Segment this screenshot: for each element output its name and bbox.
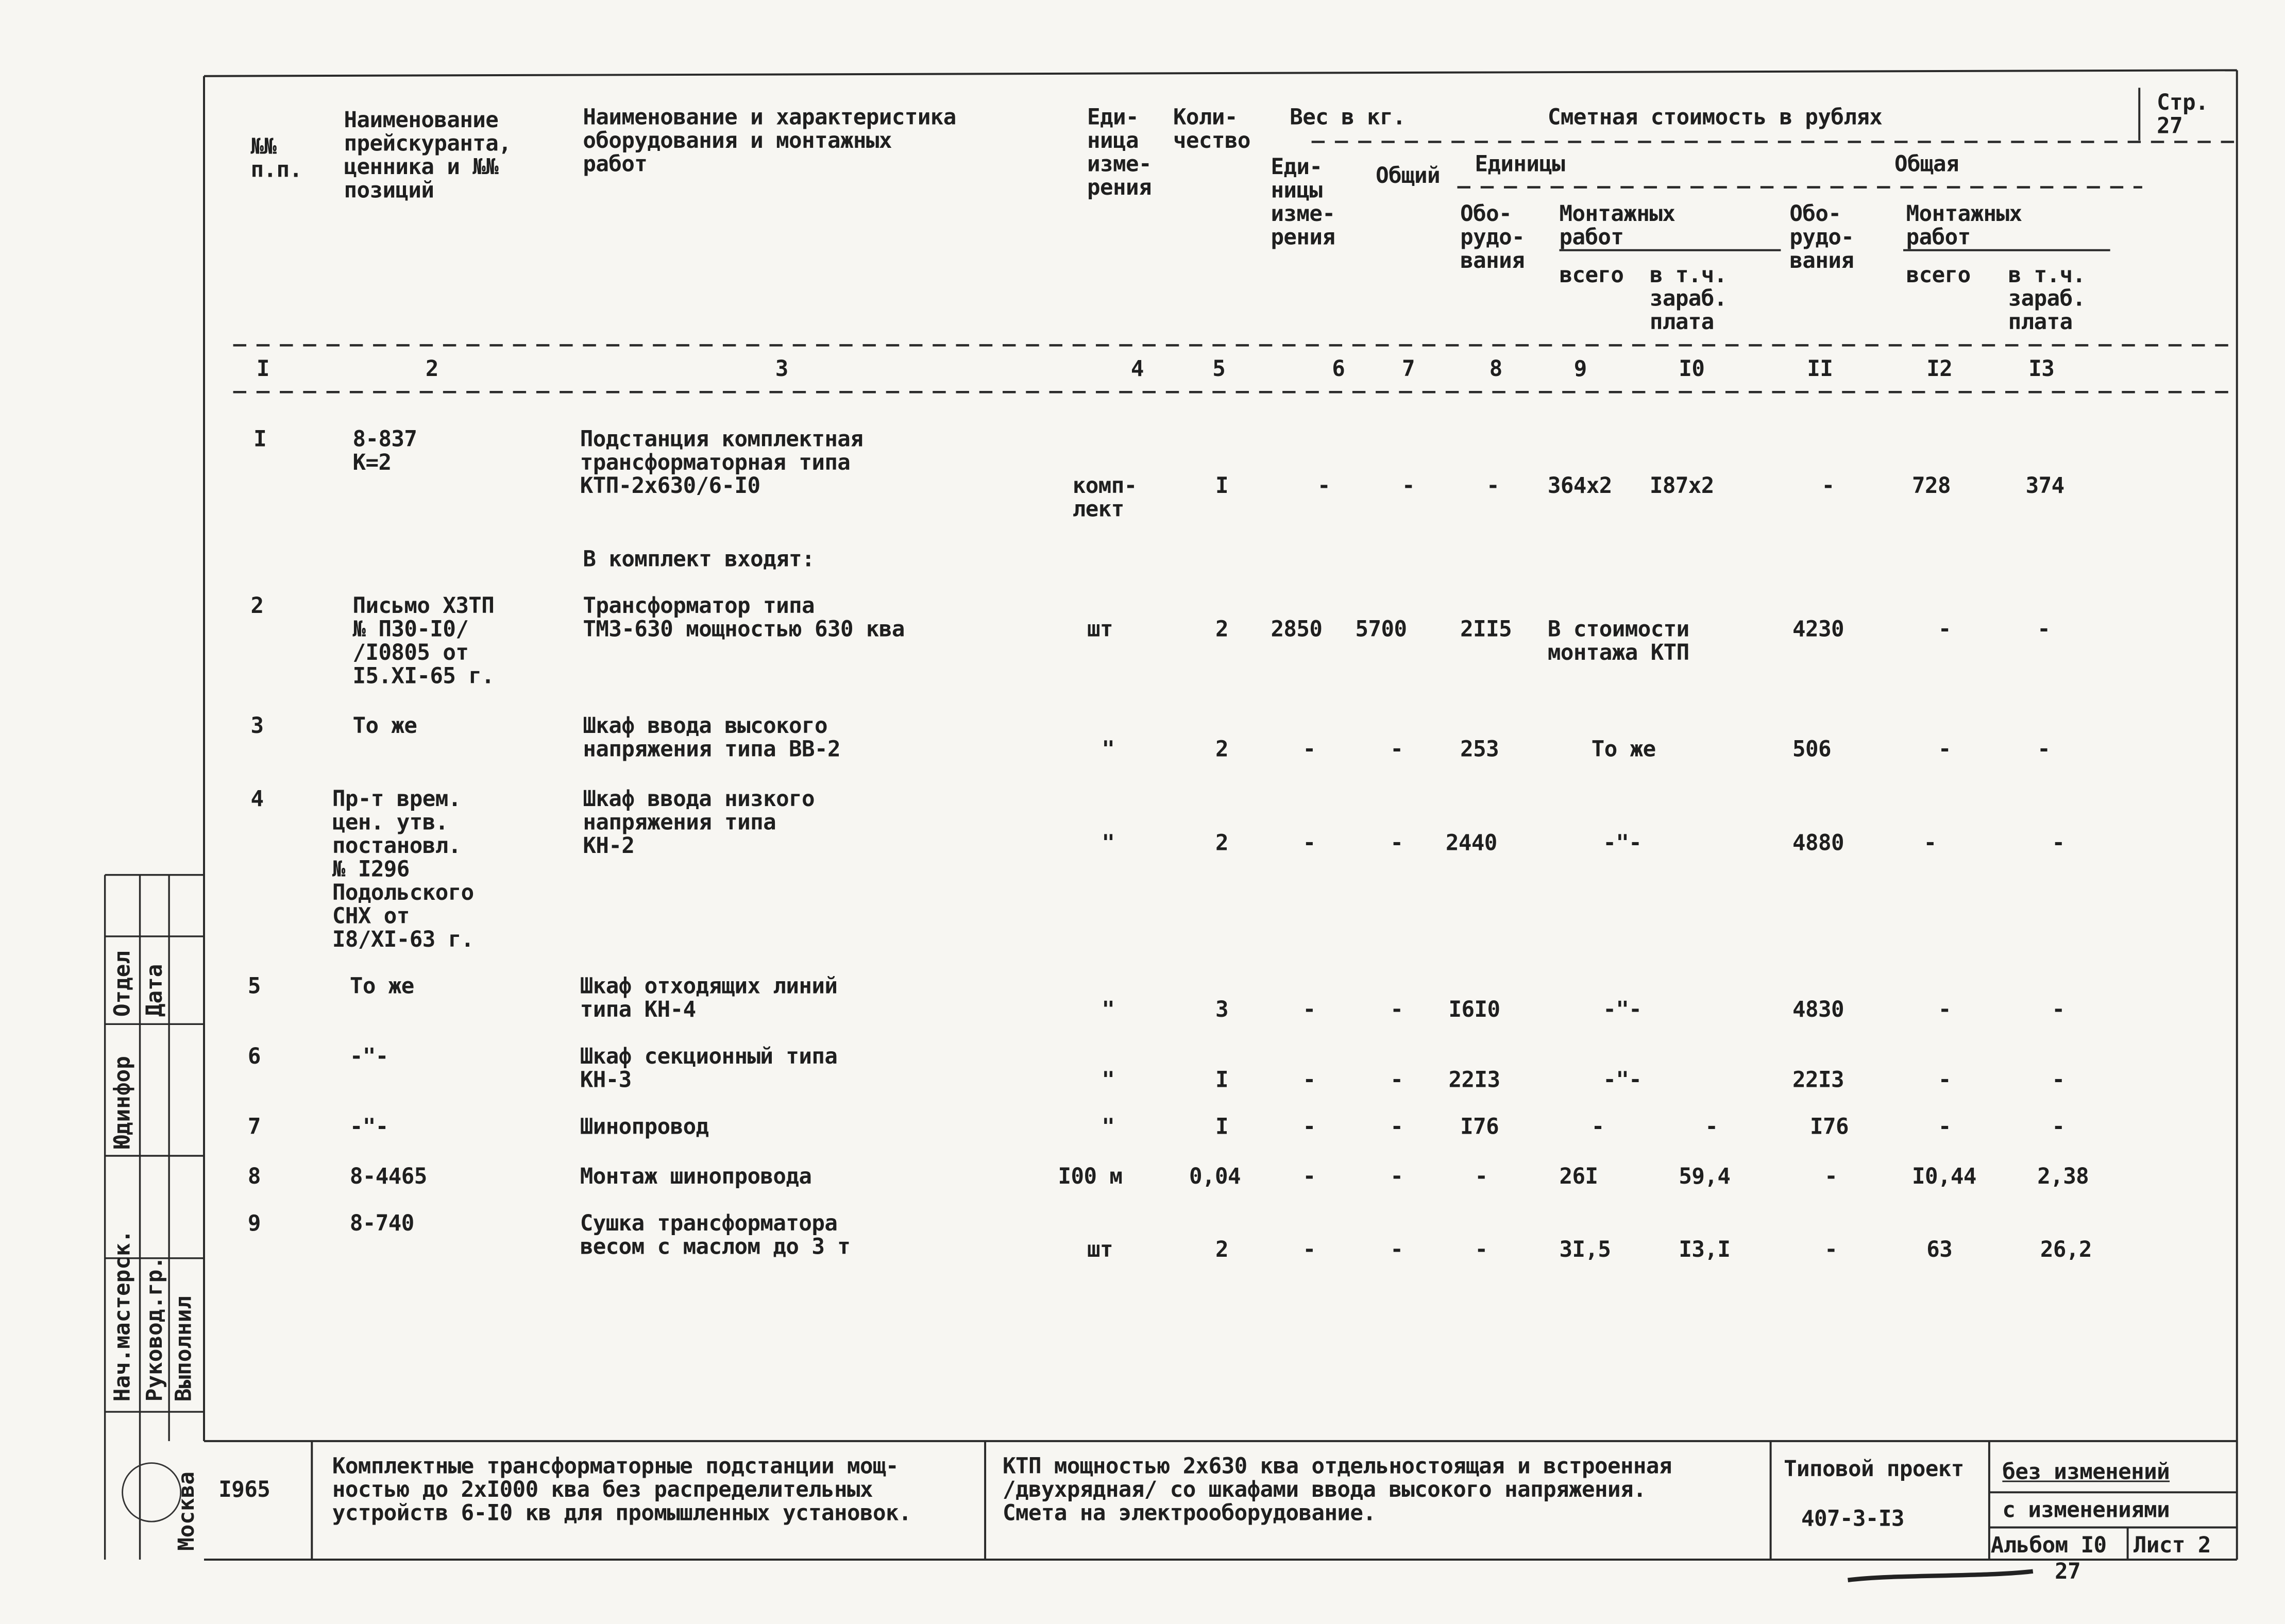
- cell-price: -"-: [349, 1113, 388, 1140]
- cell-unit: ": [1102, 829, 1115, 856]
- cell-c-mount: То же: [1591, 736, 1656, 762]
- cell-unit: комп- лект: [1072, 472, 1137, 523]
- cell-n: I: [253, 425, 267, 452]
- cell-qty: 2: [1215, 736, 1228, 762]
- cell-t-equip: -: [1821, 472, 1835, 499]
- cell-w-unit: -: [1302, 736, 1316, 762]
- cell-price: То же: [349, 972, 414, 1000]
- cell-unit: шт: [1087, 1236, 1113, 1263]
- cell-name: Шкаф ввода высокого напряжения типа ВВ-2: [583, 712, 840, 762]
- footer-with-changes: с изменениями: [2002, 1496, 2170, 1523]
- header-weight-unit: Еди- ницы изме- рения: [1271, 153, 1335, 250]
- header-total-total: всего: [1906, 262, 1971, 288]
- cell-c-mount: В стоимости монтажа КТП: [1547, 616, 1689, 666]
- cell-t-wage: 26,2: [2040, 1236, 2092, 1263]
- cell-price: Пр-т врем. цен. утв. постановл. № I296 Подольского СНХ от I8/XI-63 г.: [332, 785, 474, 953]
- cell-unit: шт: [1087, 616, 1113, 642]
- cell-t-mount: 728: [1911, 472, 1951, 499]
- cell-unit: I00 м: [1058, 1163, 1123, 1190]
- cell-c-wage: 59,4: [1679, 1163, 1731, 1190]
- stamp-dept: Отдел: [109, 950, 136, 1017]
- cell-c-equip: -: [1486, 472, 1500, 499]
- cell-name: Монтаж шинопровода: [580, 1163, 812, 1190]
- header-cost: Сметная стоимость в рублях: [1547, 104, 1883, 130]
- header-col-pricelist: Наименование прейскуранта, ценника и №№ позиций: [344, 107, 512, 203]
- cell-w-total: -: [1390, 1113, 1403, 1140]
- cell-price: То же: [352, 712, 417, 739]
- cell-w-unit: -: [1317, 472, 1330, 499]
- header-weight-total: Общий: [1376, 162, 1440, 189]
- cell-qty: I: [1215, 472, 1228, 499]
- cell-t-mount: -: [1938, 736, 1951, 762]
- cell-t-wage: -: [2052, 996, 2065, 1023]
- header-col-name: Наименование и характеристика оборудования и монтажных работ: [583, 104, 956, 177]
- cell-name: Трансформатор типа ТМЗ-630 мощностью 630 ква: [583, 592, 905, 642]
- header-total-incl: в т.ч. зараб. плата: [2008, 262, 2086, 335]
- cell-qty: 2: [1215, 1236, 1228, 1263]
- cell-c-mount: -: [1591, 1113, 1604, 1140]
- cell-t-wage: -: [2037, 616, 2051, 642]
- footer-album: Альбом I0: [1990, 1532, 2107, 1559]
- cell-c-mount: 26I: [1559, 1163, 1598, 1190]
- colnum-1: I: [256, 355, 269, 382]
- header-col-unit: Еди- ница изме- рения: [1087, 104, 1152, 201]
- cell-qty: 3: [1215, 996, 1228, 1023]
- page-number: Стр. 27: [2157, 89, 2209, 139]
- stamp-name-1: Юдинфор: [109, 1056, 136, 1149]
- cell-name: Сушка трансформатора весом с маслом до 3 т: [580, 1210, 851, 1260]
- cell-c-equip: -: [1475, 1163, 1488, 1190]
- colnum-7: 7: [1402, 355, 1415, 382]
- stamp-label-group: Руковод.гр.: [141, 1256, 168, 1402]
- cell-n: 2: [250, 592, 264, 619]
- colnum-4: 4: [1130, 355, 1144, 382]
- cell-w-unit: -: [1302, 1236, 1316, 1263]
- cell-n: 7: [247, 1113, 261, 1140]
- footer-year: I965: [218, 1476, 270, 1503]
- cell-t-equip: I76: [1809, 1113, 1849, 1140]
- header-unit-total: всего: [1559, 262, 1624, 288]
- cell-t-mount: -: [1938, 616, 1951, 642]
- header-total-mount: Монтажных работ: [1906, 200, 2022, 250]
- cell-c-wage: I3,I: [1679, 1236, 1731, 1263]
- cell-t-equip: 22I3: [1792, 1066, 1844, 1093]
- cell-w-total: -: [1390, 996, 1403, 1023]
- cell-t-wage: 374: [2025, 472, 2064, 499]
- cell-t-mount: -: [1938, 1113, 1951, 1140]
- cell-qty: 0,04: [1189, 1163, 1241, 1190]
- cell-t-mount: -: [1923, 829, 1937, 856]
- header-unit-equip: Обо- рудо- вания: [1460, 200, 1525, 274]
- header-unit-mount: Монтажных работ: [1559, 200, 1675, 250]
- cell-w-total: -: [1390, 1066, 1403, 1093]
- colnum-9: 9: [1573, 355, 1587, 382]
- org-seal-icon: [123, 1463, 181, 1522]
- cell-n: 5: [247, 972, 261, 1000]
- cell-w-total: -: [1390, 1236, 1403, 1263]
- colnum-2: 2: [425, 355, 438, 382]
- cell-t-mount: 63: [1926, 1236, 1953, 1263]
- footer-sheet: Лист 2: [2133, 1532, 2211, 1559]
- colnum-12: I2: [1926, 355, 1953, 382]
- header-col-qty: Коли- чество: [1173, 104, 1250, 154]
- footer-title: Комплектные трансформаторные подстанции мощ- ностью до 2хI000 ква без распределительных устройств 6-I0 кв для промышленных установок.: [332, 1452, 911, 1526]
- cell-t-equip: 4230: [1792, 616, 1844, 642]
- cell-w-total: -: [1402, 472, 1415, 499]
- cell-w-unit: -: [1302, 996, 1316, 1023]
- header-unit-incl: в т.ч. зараб. плата: [1649, 262, 1727, 335]
- cell-w-total: 5700: [1355, 616, 1407, 642]
- cell-name: Подстанция комплектная трансформаторная типа КТП-2х630/6-I0: [580, 425, 864, 499]
- cell-c-mount: -"-: [1603, 829, 1642, 856]
- cell-name: Шкаф секционный типа КН-3: [580, 1043, 838, 1093]
- colnum-3: 3: [775, 355, 788, 382]
- row-subtitle: В комплект входят:: [583, 545, 815, 572]
- header-cost-unit: Единицы: [1475, 150, 1565, 177]
- cell-t-wage: -: [2052, 1066, 2065, 1093]
- colnum-6: 6: [1332, 355, 1345, 382]
- header-total-equip: Обо- рудо- вания: [1789, 200, 1854, 274]
- cell-n: 3: [250, 712, 264, 739]
- cell-w-total: -: [1390, 736, 1403, 762]
- colnum-5: 5: [1212, 355, 1226, 382]
- cell-n: 9: [247, 1210, 261, 1237]
- cell-c-equip: 22I3: [1448, 1066, 1500, 1093]
- cell-n: 8: [247, 1163, 261, 1190]
- cell-unit: ": [1102, 1066, 1115, 1093]
- cell-qty: 2: [1215, 616, 1228, 642]
- cell-price: 8-740: [349, 1210, 414, 1237]
- cell-w-unit: -: [1302, 829, 1316, 856]
- cell-c-wage: I87х2: [1649, 472, 1714, 499]
- bottom-mark: 27: [2055, 1558, 2081, 1585]
- footer-desc: КТП мощностью 2х630 ква отдельностоящая и встроенная /двухрядная/ со шкафами ввода высокого напряжения. Смета на электрооборудование.: [1003, 1452, 1672, 1526]
- cell-t-mount: -: [1938, 1066, 1951, 1093]
- cell-c-equip: -: [1475, 1236, 1488, 1263]
- cell-t-wage: -: [2052, 829, 2065, 856]
- cell-price: Письмо ХЗТП № П30-I0/ /I0805 от I5.XI-65 г.: [352, 592, 495, 689]
- cell-w-total: -: [1390, 1163, 1403, 1190]
- cell-name: Шинопровод: [580, 1113, 709, 1140]
- cell-t-wage: -: [2037, 736, 2051, 762]
- cell-qty: 2: [1215, 829, 1228, 856]
- cell-t-equip: -: [1824, 1163, 1838, 1190]
- cell-c-equip: 253: [1460, 736, 1499, 762]
- footer-no-changes: без изменений: [2002, 1458, 2170, 1485]
- colnum-8: 8: [1489, 355, 1502, 382]
- cell-c-wage: -: [1705, 1113, 1718, 1140]
- cell-c-mount: 364х2: [1547, 472, 1612, 499]
- cell-w-unit: -: [1302, 1163, 1316, 1190]
- footer-project-label: Типовой проект: [1784, 1456, 1964, 1482]
- cell-t-equip: 4830: [1792, 996, 1844, 1023]
- colnum-13: I3: [2028, 355, 2055, 382]
- cell-qty: I: [1215, 1066, 1228, 1093]
- header-weight: Вес в кг.: [1290, 104, 1406, 130]
- cell-c-equip: 2II5: [1460, 616, 1512, 642]
- cell-unit: ": [1102, 1113, 1115, 1140]
- cell-t-wage: -: [2052, 1113, 2065, 1140]
- cell-w-unit: 2850: [1271, 616, 1323, 642]
- cell-n: 6: [247, 1043, 261, 1070]
- cell-w-unit: -: [1302, 1113, 1316, 1140]
- header-cost-total: Общая: [1894, 150, 1959, 177]
- colnum-10: I0: [1679, 355, 1705, 382]
- cell-t-mount: -: [1938, 996, 1951, 1023]
- cell-t-equip: 506: [1792, 736, 1832, 762]
- cell-name: Шкаф отходящих линий типа КН-4: [580, 972, 838, 1023]
- cell-price: 8-4465: [349, 1163, 427, 1190]
- cell-t-mount: I0,44: [1911, 1163, 1976, 1190]
- colnum-11: II: [1807, 355, 1833, 382]
- stamp-label-head: Нач.мастерск.: [109, 1229, 136, 1402]
- stamp-label-done: Выполнил: [170, 1295, 197, 1402]
- cell-w-total: -: [1390, 829, 1403, 856]
- cell-c-equip: 2440: [1445, 829, 1497, 856]
- cell-c-mount: -"-: [1603, 996, 1642, 1023]
- cell-t-equip: -: [1824, 1236, 1838, 1263]
- cell-t-wage: 2,38: [2037, 1163, 2089, 1190]
- cell-price: 8-837 К=2: [352, 425, 417, 476]
- cell-qty: I: [1215, 1113, 1228, 1140]
- cell-unit: ": [1102, 736, 1115, 762]
- header-col-no: №№ п.п.: [250, 133, 302, 183]
- cell-c-mount: -"-: [1603, 1066, 1642, 1093]
- cell-unit: ": [1102, 996, 1115, 1023]
- cell-c-equip: I76: [1460, 1113, 1499, 1140]
- footer-project-no: 407-3-I3: [1801, 1505, 1904, 1532]
- cell-price: -"-: [349, 1043, 388, 1070]
- cell-t-equip: 4880: [1792, 829, 1844, 856]
- cell-name: Шкаф ввода низкого напряжения типа КН-2: [583, 785, 815, 859]
- stamp-date: Дата: [141, 964, 168, 1017]
- cell-w-unit: -: [1302, 1066, 1316, 1093]
- stamp-org: Москва: [173, 1472, 200, 1551]
- cell-c-mount: 3I,5: [1559, 1236, 1611, 1263]
- cell-c-equip: I6I0: [1448, 996, 1500, 1023]
- cell-n: 4: [250, 785, 264, 812]
